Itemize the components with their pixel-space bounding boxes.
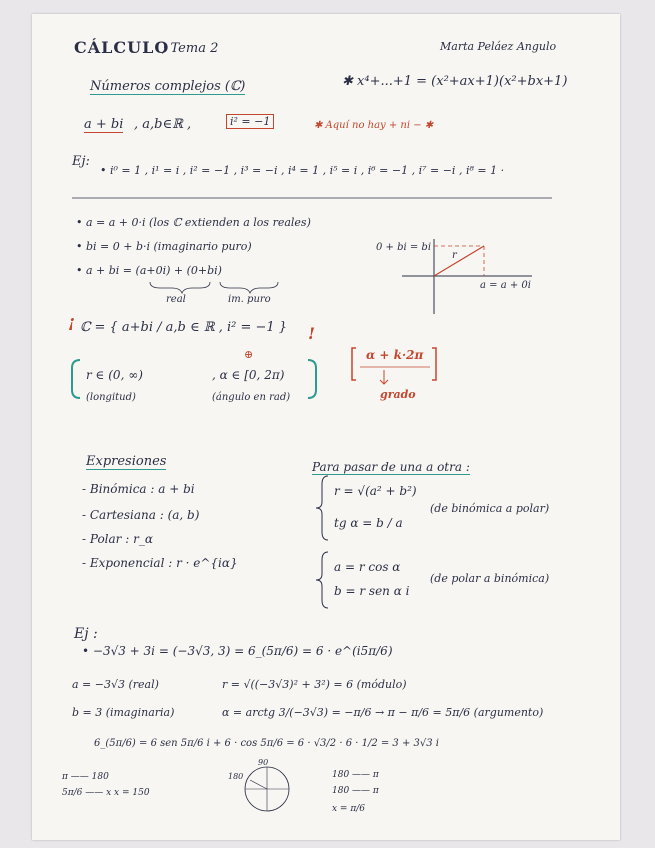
graph-label-top: 0 + bi = bi [376,242,432,253]
example-b: b = 3 (imaginaria) [72,706,175,719]
label-im-puro: im. puro [228,294,271,305]
binomial-form: a + bi [84,117,124,132]
scrap-conversion-4: 180 —— π [332,786,379,796]
example-alpha: α = arctg 3/(−3√3) = −π/6 → π − π/6 = 5π/6 (argumento) [222,706,544,719]
scrap-conversion-5: x = π/6 [332,804,366,814]
graph-label-r: r [452,250,457,261]
a-formula: a = r cos α [334,560,401,574]
prop-sum: • a + bi = (a+0i) + (0+bi) [76,264,222,277]
prop-imag: • bi = 0 + b·i (imaginario puro) [76,240,252,253]
alpha-k-formula: α + k·2π [366,348,424,362]
polar-to-bin-note: (de polar a binómica) [430,572,550,585]
longitud-label: (longitud) [86,392,136,403]
expr-exponencial: - Exponencial : r · e^{iα} [82,556,238,570]
bracket-left [72,360,80,398]
r-formula: r = √(a² + b²) [334,484,417,498]
example-label: Ej : [74,626,98,642]
bin-to-polar-note: (de binómica a polar) [430,502,550,515]
excl-right: ! [308,324,316,343]
brace-convert2 [316,552,328,608]
b-formula: b = r sen α i [334,584,410,598]
expr-cartesiana: - Cartesiana : (a, b) [82,508,200,522]
i-square-box: i² = −1 [226,114,274,129]
alpha-range: , α ∈ [0, 2π) [212,368,285,382]
tg-formula: tg α = b / a [334,516,403,530]
notebook-page [32,14,620,840]
angulo-label: (ángulo en rad) [212,392,291,403]
bracket-right [308,360,316,398]
section-title-complex: Números complejos (ℂ) [90,79,246,94]
subject-title: CÁLCULO [74,38,170,57]
powers-of-i: • i⁰ = 1 , i¹ = i , i² = −1 , i³ = −i , i⁴ = 1 , i⁵ = i , i⁶ = −1 , i⁷ = −i , i⁸ = 1 · [100,164,505,177]
scrap-conversion-1: π —— 180 [62,772,109,782]
ej-label: Ej: [72,154,90,169]
no-sign-note: ✱ Aquí no hay + ni − ✱ [314,120,434,131]
example-a: a = −3√3 (real) [72,678,159,691]
brace-convert1 [316,476,328,540]
grado-label: grado [380,388,416,401]
scrap-conversion-3: 180 —— π [332,770,379,780]
prop-real: • a = a + 0·i (los ℂ extienden a los reales) [76,216,311,229]
graph-label-bottom: a = a + 0i [480,280,531,291]
example-r: r = √((−3√3)² + 3²) = 6 (módulo) [222,678,407,691]
graph-vector [434,246,484,276]
example-main: • −3√3 + 3i = (−3√3, 3) = 6_(5π/6) = 6 · e^(i5π/6) [82,644,393,658]
brace-real [150,282,210,293]
author-name: Marta Peláez Angulo [440,40,557,53]
brace-im [220,282,278,293]
r-range: r ∈ (0, ∞) [86,368,143,382]
domain-text: , a,b∈ℝ , [134,117,192,132]
convert-title: Para pasar de una a otra : [312,460,470,474]
red-bracket-right [432,348,436,380]
scrap-conversion-2: 5π/6 —— x x = 150 [62,788,150,798]
set-definition: ℂ = { a+bi / a,b ∈ ℝ , i² = −1 } [80,320,288,335]
topic-label: ; Tema 2 [162,41,219,56]
grado-arrow [380,370,388,384]
label-real: real [166,294,186,305]
red-bracket-left [352,348,356,380]
plus-mark: ⊕ [244,348,254,361]
expr-polar: - Polar : r_α [82,532,153,546]
expressions-title: Expresiones [86,454,167,469]
circle-label-180: 180 [228,772,244,781]
excl-left: ¡ [68,312,76,331]
factor-identity: ✱ x⁴+...+1 = (x²+ax+1)(x²+bx+1) [342,74,568,89]
circle-label-90: 90 [258,758,269,767]
example-check: 6_(5π/6) = 6 sen 5π/6 i + 6 · cos 5π/6 = 6 · √3/2 · 6 · 1/2 = 3 + 3√3 i [94,738,439,749]
expr-binomica: - Binómica : a + bi [82,482,195,496]
